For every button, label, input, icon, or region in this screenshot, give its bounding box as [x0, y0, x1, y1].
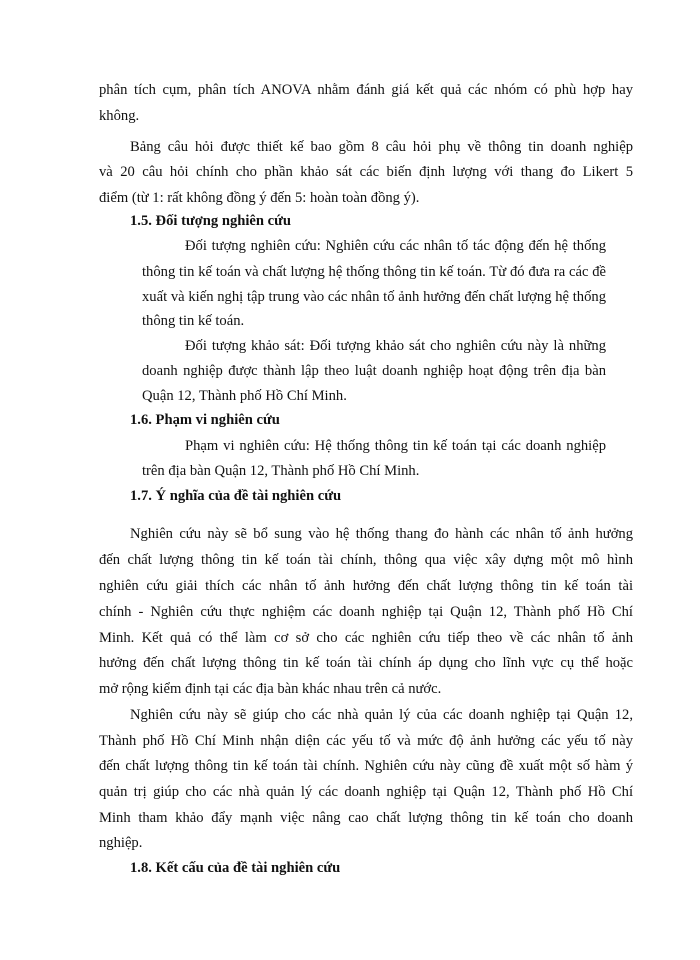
text-line: Đối tượng nghiên cứu: Nghiên cứu các nhân tố tác động đến hệ thống [185, 238, 606, 254]
text-line: Quận 12, Thành phố Hồ Chí Minh. [142, 388, 347, 404]
heading-text: 1.7. Ý nghĩa của đề tài nghiên cứu [130, 488, 342, 504]
text-line: phân tích cụm, phân tích ANOVA nhằm đánh giá kết quả các nhóm có phù hợp hay [99, 82, 633, 98]
text-line: Nghiên cứu này sẽ giúp cho các nhà quản lý của các doanh nghiệp tại Quận 12, [130, 707, 633, 723]
text-line: mở rộng kiểm định tại các địa bàn khác nhau trên cả nước. [99, 681, 442, 697]
text-line: Nghiên cứu này sẽ bổ sung vào hệ thống thang đo hành các nhân tố ảnh hưởng [130, 526, 633, 542]
text-line: Đối tượng khảo sát: Đối tượng khảo sát cho nghiên cứu này là những [185, 338, 606, 354]
text-line: đến chất lượng thông tin kế toán tài chính. Nghiên cứu này cũng đề xuất một số hàm ý [99, 758, 633, 774]
text-line: điểm (từ 1: rất không đồng ý đến 5: hoàn toàn đồng ý). [99, 190, 420, 206]
text-line: xuất và kiến nghị tập trung vào các nhân tố ảnh hưởng đến chất lượng hệ thống [142, 289, 606, 305]
heading-text: 1.6. Phạm vi nghiên cứu [130, 412, 280, 428]
text-line: Bảng câu hỏi được thiết kế bao gồm 8 câu hỏi phụ về thông tin doanh nghiệp [130, 139, 633, 155]
text-line: thông tin kế toán và chất lượng hệ thống thông tin kế toán. Từ đó đưa ra các đề [142, 264, 606, 280]
text-line: không. [99, 108, 140, 124]
text-line: thông tin kế toán. [142, 313, 245, 329]
text-line: nghiên cứu giải thích các nhân tố ảnh hưởng đến chất lượng thông tin kế toán tài [99, 578, 633, 594]
text-line: đến chất lượng thông tin kế toán tài chính, thông qua việc xây dựng một mô hình [99, 552, 633, 568]
heading-text: 1.5. Đối tượng nghiên cứu [130, 213, 292, 229]
text-line: và 20 câu hỏi chính cho phần khảo sát các biến định lượng với thang đo Likert 5 [99, 164, 633, 180]
text-line: Thành phố Hồ Chí Minh nhận diện các yếu tố và mức độ ảnh hưởng các yếu tố này [99, 733, 633, 749]
heading-text: 1.8. Kết cấu của đề tài nghiên cứu [130, 860, 341, 876]
text-line: chính - Nghiên cứu thực nghiệm các doanh nghiệp tại Quận 12, Thành phố Hồ Chí [99, 604, 633, 620]
text-line: Minh tham khảo đẩy mạnh việc nâng cao chất lượng thông tin kế toán cho doanh [99, 810, 633, 826]
text-line: Minh. Kết quả có thể làm cơ sở cho các nghiên cứu tiếp theo về các nhân tố ảnh [99, 630, 633, 646]
text-line: trên địa bàn Quận 12, Thành phố Hồ Chí Minh. [142, 463, 420, 479]
text-line: doanh nghiệp được thành lập theo luật doanh nghiệp hoạt động trên địa bàn [142, 363, 606, 379]
text-line: quản trị giúp cho các nhà quản lý các doanh nghiệp tại Quận 12, Thành phố Hồ Chí [99, 784, 633, 800]
text-line: nghiệp. [99, 835, 143, 851]
text-line: hưởng đến chất lượng thông tin kế toán tài chính áp dụng cho lĩnh vực cụ thể hoặc [99, 655, 633, 671]
text-line: Phạm vi nghiên cứu: Hệ thống thông tin kế toán tại các doanh nghiệp [185, 438, 606, 454]
